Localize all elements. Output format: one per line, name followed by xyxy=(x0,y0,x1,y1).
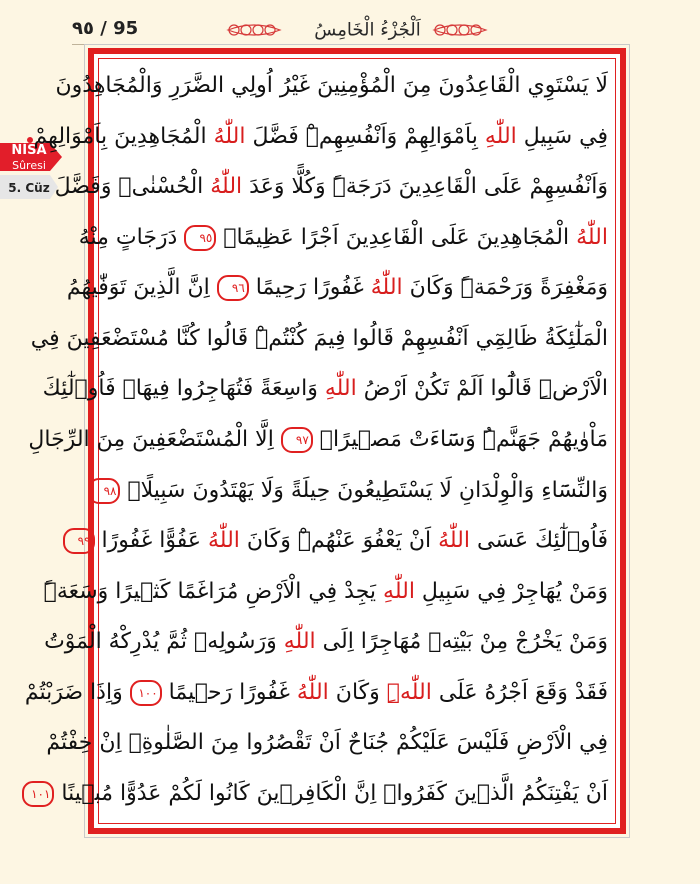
sura-label: Sûresi xyxy=(12,159,46,172)
verse-line xyxy=(44,620,608,666)
verse-line xyxy=(28,418,608,464)
verse-text: فِي الْاَرْضِ فَلَيْسَ عَلَيْكُمْ جُنَاحٌ اَنْ تَقْصُرُوا مِنَ الصَّلٰوةِۗ اِنْ خِفْتُمْ xyxy=(46,730,608,756)
verse-text: اَنْ يَعْفُوَ عَنْهُمْۜ وَكَانَ xyxy=(239,528,439,554)
ayah-number-marker: ٩٨ xyxy=(88,478,120,504)
verse-line xyxy=(31,772,608,818)
header-ornament-right xyxy=(432,22,488,38)
verse-line xyxy=(30,317,608,363)
verse-text: اَنْ يَفْتِنَكُمُ الَّذ۪ينَ كَفَرُواۜ اِنَّ الْكَافِر۪ينَ كَانُوا لَكُمْ عَدُوًّا مُب۪ينًا xyxy=(54,780,608,806)
divine-name-highlight: اللّٰهِ xyxy=(324,376,357,402)
divine-name-highlight: اللّٰهُ xyxy=(208,528,240,554)
verse-line xyxy=(103,469,608,515)
verse-text: فِي سَبِيلِ xyxy=(516,123,608,149)
divine-name-highlight: اللّٰهُ xyxy=(576,224,608,250)
verse-text: فَاُو۬لٰٓئِكَ عَسَى xyxy=(469,528,608,554)
page-number: ٩٥ / 95 xyxy=(72,18,139,39)
verse-line xyxy=(24,671,608,717)
verse-line xyxy=(46,721,608,767)
ayah-number-marker: ٩٥ xyxy=(184,225,216,251)
divine-name-highlight: اللّٰهُ xyxy=(370,275,403,301)
verse-text: وَالنِّسَٓاءِ وَالْوِلْدَانِ لَا يَسْتَطِيعُونَ حِيلَةً وَلَا يَهْتَدُونَ سَبِيلًاۙ xyxy=(120,477,608,503)
verse-text: فَقَدْ وَقَعَ اَجْرُهُ عَلَى xyxy=(431,679,608,705)
divine-name-highlight: اللّٰهُ xyxy=(213,123,246,149)
verse-text: الْمُجَاهِدِينَ عَلَى الْقَاعِدِينَ اَجْرًا عَظِيمًاۙ xyxy=(216,224,577,250)
verse-line xyxy=(66,266,608,312)
verse-text: وَمَنْ يَخْرُجْ مِنْ بَيْتِه۪ مُهَاجِرًا اِلَى xyxy=(315,629,608,655)
verse-line xyxy=(42,367,608,413)
verse-text: وَاِذَا ضَرَبْتُمْ xyxy=(24,679,130,705)
divine-name-highlight: اللّٰهِ xyxy=(283,629,316,655)
verse-text: عَفُوًّا غَفُورًا xyxy=(94,528,208,554)
verse-text: الْحُسْنٰىۜ وَفَضَّلَ xyxy=(54,174,211,200)
verse-text: غَفُورًا رَحِيمًا xyxy=(248,275,371,301)
verse-text: الْاَرْضِۜ قَالُٓوا اَلَمْ تَكُنْ اَرْضُ xyxy=(356,376,608,402)
verse-line xyxy=(43,570,608,616)
verse-text: لَا يَسْتَوِي الْقَاعِدُونَ مِنَ الْمُؤْمِنِينَ غَيْرُ اُولِي الضَّرَرِ وَالْمُجَاهِدُونَ xyxy=(55,73,608,98)
ayah-number-marker: ٩٩ xyxy=(63,528,95,554)
ayah-number-marker: ٩٧ xyxy=(281,427,313,453)
ayah-number-marker: ١٠١ xyxy=(22,781,54,807)
verse-text: مَاْوٰيهُمْ جَهَنَّمُۜ وَسَٓاءَتْ مَص۪يرًاۙ xyxy=(312,426,608,452)
verse-line xyxy=(54,165,608,211)
verse-line xyxy=(33,115,608,161)
juz-title: اَلْجُزْءُ الْخَامِسُ xyxy=(314,19,421,41)
verse-line xyxy=(78,216,608,262)
verse-text: وَمَغْفِرَةً وَرَحْمَةًۜ وَكَانَ xyxy=(402,275,608,301)
verse-text: وَاسِعَةً فَتُهَاجِرُوا فِيهَاۜ فَاُو۬لٰٓئِكَ xyxy=(42,376,325,402)
divine-name-highlight: اللّٰهُ xyxy=(210,174,243,200)
verse-text: وَرَسُولِه۪ ثُمَّ يُدْرِكْهُ الْمَوْتُ xyxy=(44,629,284,655)
verse-text: دَرَجَاتٍ مِنْهُ xyxy=(78,224,185,250)
header-divider xyxy=(72,44,620,45)
header-ornament-left xyxy=(226,22,282,38)
verse-text: وَاَنْفُسِهِمْ عَلَى الْقَاعِدِينَ دَرَجَةًۜ وَكُلًّا وَعَدَ xyxy=(242,174,608,200)
divine-name-highlight: اللّٰهُ xyxy=(296,679,329,705)
verse-text: الْمَلٰٓئِكَةُ ظَالِمِٓي اَنْفُسِهِمْ قَالُوا فِيمَ كُنْتُمْۜ قَالُوا كُنَّا مُسْتَضْعَفِينَ فِي xyxy=(30,325,608,351)
verse-line xyxy=(55,64,608,110)
divine-name-highlight: اللّٰهِۜ xyxy=(386,679,432,705)
verse-text: وَكَانَ xyxy=(328,679,387,705)
verse-text: بِاَمْوَالِهِمْ وَاَنْفُسِهِمْۜ فَضَّلَ xyxy=(245,123,485,149)
verse-text: وَمَنْ يُهَاجِرْ فِي سَبِيلِ xyxy=(414,578,608,604)
verse-text: اِلَّا الْمُسْتَضْعَفِينَ مِنَ الرِّجَالِ xyxy=(28,426,281,452)
divine-name-highlight: اللّٰهُ xyxy=(438,528,470,554)
verse-text: يَجِدْ فِي الْاَرْضِ مُرَاغَمًا كَث۪يرًا وَسَعَةًۜ xyxy=(43,578,384,604)
ayah-number-marker: ٩٦ xyxy=(217,275,249,301)
verse-line xyxy=(77,519,608,565)
verse-text: اِنَّ الَّذِينَ تَوَفّٰيهُمُ xyxy=(66,275,217,301)
cuz-label: 5. Cüz xyxy=(8,181,50,195)
verse-text: الْمُجَاهِدِينَ بِاَمْوَالِهِمْ xyxy=(33,123,214,149)
divine-name-highlight: اللّٰهِ xyxy=(383,578,415,604)
divine-name-highlight: اللّٰهِ xyxy=(484,123,517,149)
sura-name: NİSÂ xyxy=(11,143,47,158)
ayah-number-marker: ١٠٠ xyxy=(130,680,162,706)
verse-text: غَفُورًا رَح۪يمًا xyxy=(161,679,297,705)
